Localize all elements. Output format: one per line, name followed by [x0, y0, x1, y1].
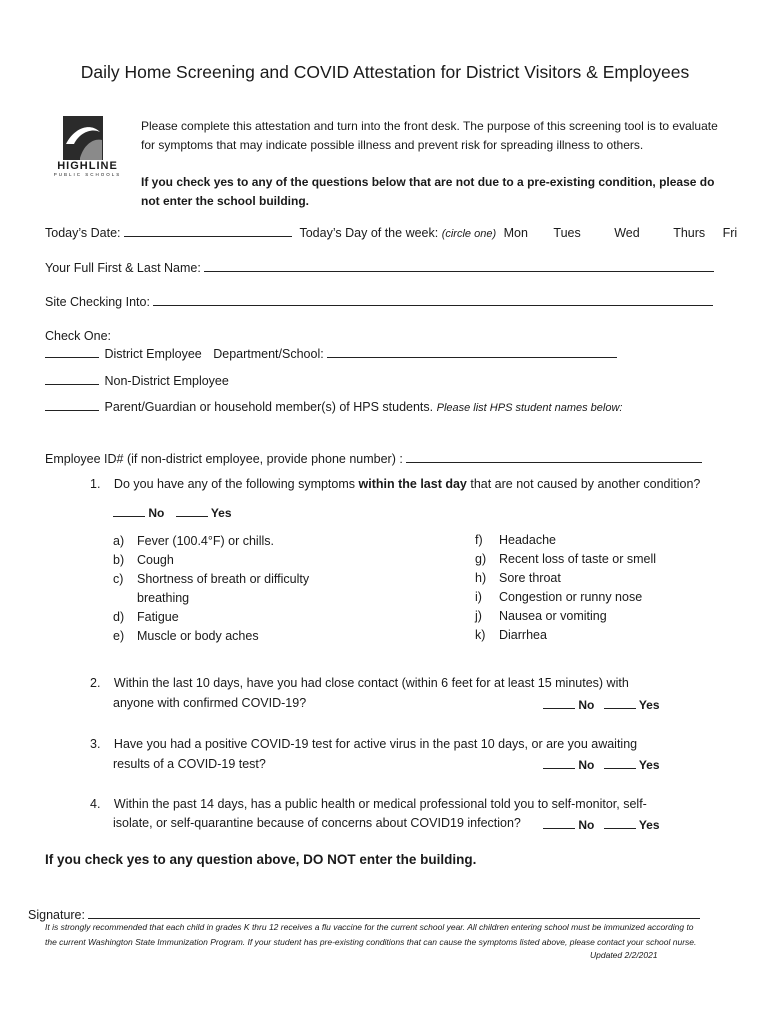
- q2-yes-field[interactable]: [604, 697, 636, 709]
- day-label: Today’s Day of the week:: [299, 226, 439, 240]
- q2-line2: anyone with confirmed COVID-19?: [113, 696, 307, 710]
- logo-name: HIGHLINE: [57, 160, 118, 172]
- q4-yes-field[interactable]: [604, 817, 636, 829]
- date-row: [45, 225, 737, 240]
- list-item: b) Cough: [113, 553, 174, 567]
- signature-field[interactable]: [88, 907, 700, 919]
- q1-yes-field[interactable]: [176, 505, 208, 517]
- q1-answer-row: [113, 505, 232, 520]
- q3-line2: results of a COVID-19 test?: [113, 757, 266, 771]
- q3-no-field[interactable]: [543, 757, 575, 769]
- circle-one-note: (circle one): [441, 228, 497, 240]
- check-one-label: Check One:: [45, 329, 112, 343]
- question-2: [90, 676, 629, 690]
- q2-line1: Within the last 10 days, have you had close contact (within 6 feet for at least 15 minutes) with: [113, 676, 629, 690]
- q4-yes-label: Yes: [638, 818, 660, 832]
- page-title: Daily Home Screening and COVID Attestation for District Visitors & Employees: [80, 62, 690, 82]
- list-item: e) Muscle or body aches: [113, 629, 259, 643]
- q3-yes-label: Yes: [638, 758, 660, 772]
- site-field[interactable]: [153, 294, 713, 306]
- q2-no-field[interactable]: [543, 697, 575, 709]
- day-option-fri[interactable]: Fri: [722, 226, 738, 240]
- q3-number: 3.: [90, 737, 101, 751]
- question-1: [90, 477, 700, 491]
- footnote-text: It is strongly recommended that each child in grades K thru 12 receives a flu vaccine for the current school year. All children entering school must be immunized according to the current Washington State Immunization Program. If your student has pre-existing conditions that can cause the symptoms listed above, please contact your school nurse.: [45, 922, 697, 947]
- updated-date: Updated 2/2/2021: [590, 950, 658, 960]
- q3-yes-field[interactable]: [604, 757, 636, 769]
- list-item: a) Fever (100.4°F) or chills.: [113, 534, 274, 548]
- name-label: Your Full First & Last Name:: [45, 261, 201, 275]
- list-item: d) Fatigue: [113, 610, 179, 624]
- q4-answer-row: [543, 817, 660, 832]
- symptoms-left-list: [113, 532, 309, 646]
- list-item: breathing: [137, 591, 190, 605]
- q3-answer-row: [543, 757, 660, 772]
- list-item: k) Diarrhea: [475, 628, 547, 642]
- q2-number: 2.: [90, 676, 101, 690]
- signature-label: Signature:: [28, 908, 85, 922]
- q4-no-field[interactable]: [543, 817, 575, 829]
- name-row: [45, 260, 714, 275]
- highline-logo: [50, 114, 125, 177]
- q1-yes-label: Yes: [210, 506, 232, 520]
- name-field[interactable]: [204, 260, 714, 272]
- list-item: i) Congestion or runny nose: [475, 590, 643, 604]
- q1-no-field[interactable]: [113, 505, 145, 517]
- district-employee-label: District Employee: [104, 347, 202, 361]
- list-item: j) Nausea or vomiting: [475, 609, 607, 623]
- q2-yes-label: Yes: [638, 698, 660, 712]
- q4-line1: Within the past 14 days, has a public health or medical professional told you to self-monitor, self-: [113, 797, 647, 811]
- q4-line2: isolate, or self-quarantine because of concerns about COVID19 infection?: [113, 816, 521, 830]
- date-field[interactable]: [124, 225, 292, 237]
- list-item: f) Headache: [475, 533, 556, 547]
- check-parent-row: [45, 399, 622, 414]
- day-option-mon[interactable]: Mon: [503, 226, 528, 240]
- employee-id-label: Employee ID# (if non-district employee, provide phone number) :: [45, 452, 403, 466]
- check-district-row: [45, 346, 617, 361]
- warning-text: If you check yes to any of the questions below that are not due to a pre-existing condition, please do not enter the school building.: [141, 175, 715, 208]
- parent-check-field[interactable]: [45, 399, 99, 411]
- q4-no-label: No: [578, 818, 595, 832]
- non-district-label: Non-District Employee: [104, 374, 229, 388]
- q1-text-bold: within the last day: [358, 477, 467, 491]
- list-item: c) Shortness of breath or difficulty: [113, 572, 310, 586]
- parent-note: Please list HPS student names below:: [436, 402, 623, 414]
- highline-logo-icon: [50, 114, 125, 162]
- question-4: [90, 797, 647, 811]
- district-check-field[interactable]: [45, 346, 99, 358]
- day-option-tues[interactable]: Tues: [553, 226, 581, 240]
- list-item: h) Sore throat: [475, 571, 561, 585]
- department-field[interactable]: [327, 346, 617, 358]
- day-option-wed[interactable]: Wed: [614, 226, 640, 240]
- parent-label: Parent/Guardian or household member(s) of HPS students.: [104, 400, 434, 414]
- logo-subtitle: PUBLIC SCHOOLS: [53, 172, 122, 177]
- q1-no-label: No: [148, 506, 165, 520]
- site-label: Site Checking Into:: [45, 295, 150, 309]
- final-warning: If you check yes to any question above, DO NOT enter the building.: [45, 852, 477, 867]
- day-option-thurs[interactable]: Thurs: [673, 226, 706, 240]
- footnote: [45, 920, 700, 950]
- intro-text: Please complete this attestation and turn into the front desk. The purpose of this screening tool is to evaluate for symptoms that may indicate possible illness and prevent risk for spreading illness to others.: [141, 119, 718, 152]
- list-item: g) Recent loss of taste or smell: [475, 552, 657, 566]
- q1-number: 1.: [90, 477, 101, 491]
- q3-no-label: No: [578, 758, 595, 772]
- department-label: Department/School:: [213, 347, 324, 361]
- q1-text-post: that are not caused by another condition?: [470, 477, 701, 491]
- question-3: [90, 737, 637, 751]
- q2-answer-row: [543, 697, 660, 712]
- symptoms-right-list: [475, 531, 656, 645]
- site-row: [45, 294, 713, 309]
- employee-id-field[interactable]: [406, 451, 702, 463]
- non-district-check-field[interactable]: [45, 373, 99, 385]
- q1-text-pre: Do you have any of the following symptoms: [113, 477, 356, 491]
- check-non-district-row: [45, 373, 229, 388]
- q3-line1: Have you had a positive COVID-19 test for active virus in the past 10 days, or are you awaiting: [113, 737, 638, 751]
- employee-id-row: [45, 451, 702, 466]
- q2-no-label: No: [578, 698, 595, 712]
- q4-number: 4.: [90, 797, 101, 811]
- date-label: Today’s Date:: [45, 226, 121, 240]
